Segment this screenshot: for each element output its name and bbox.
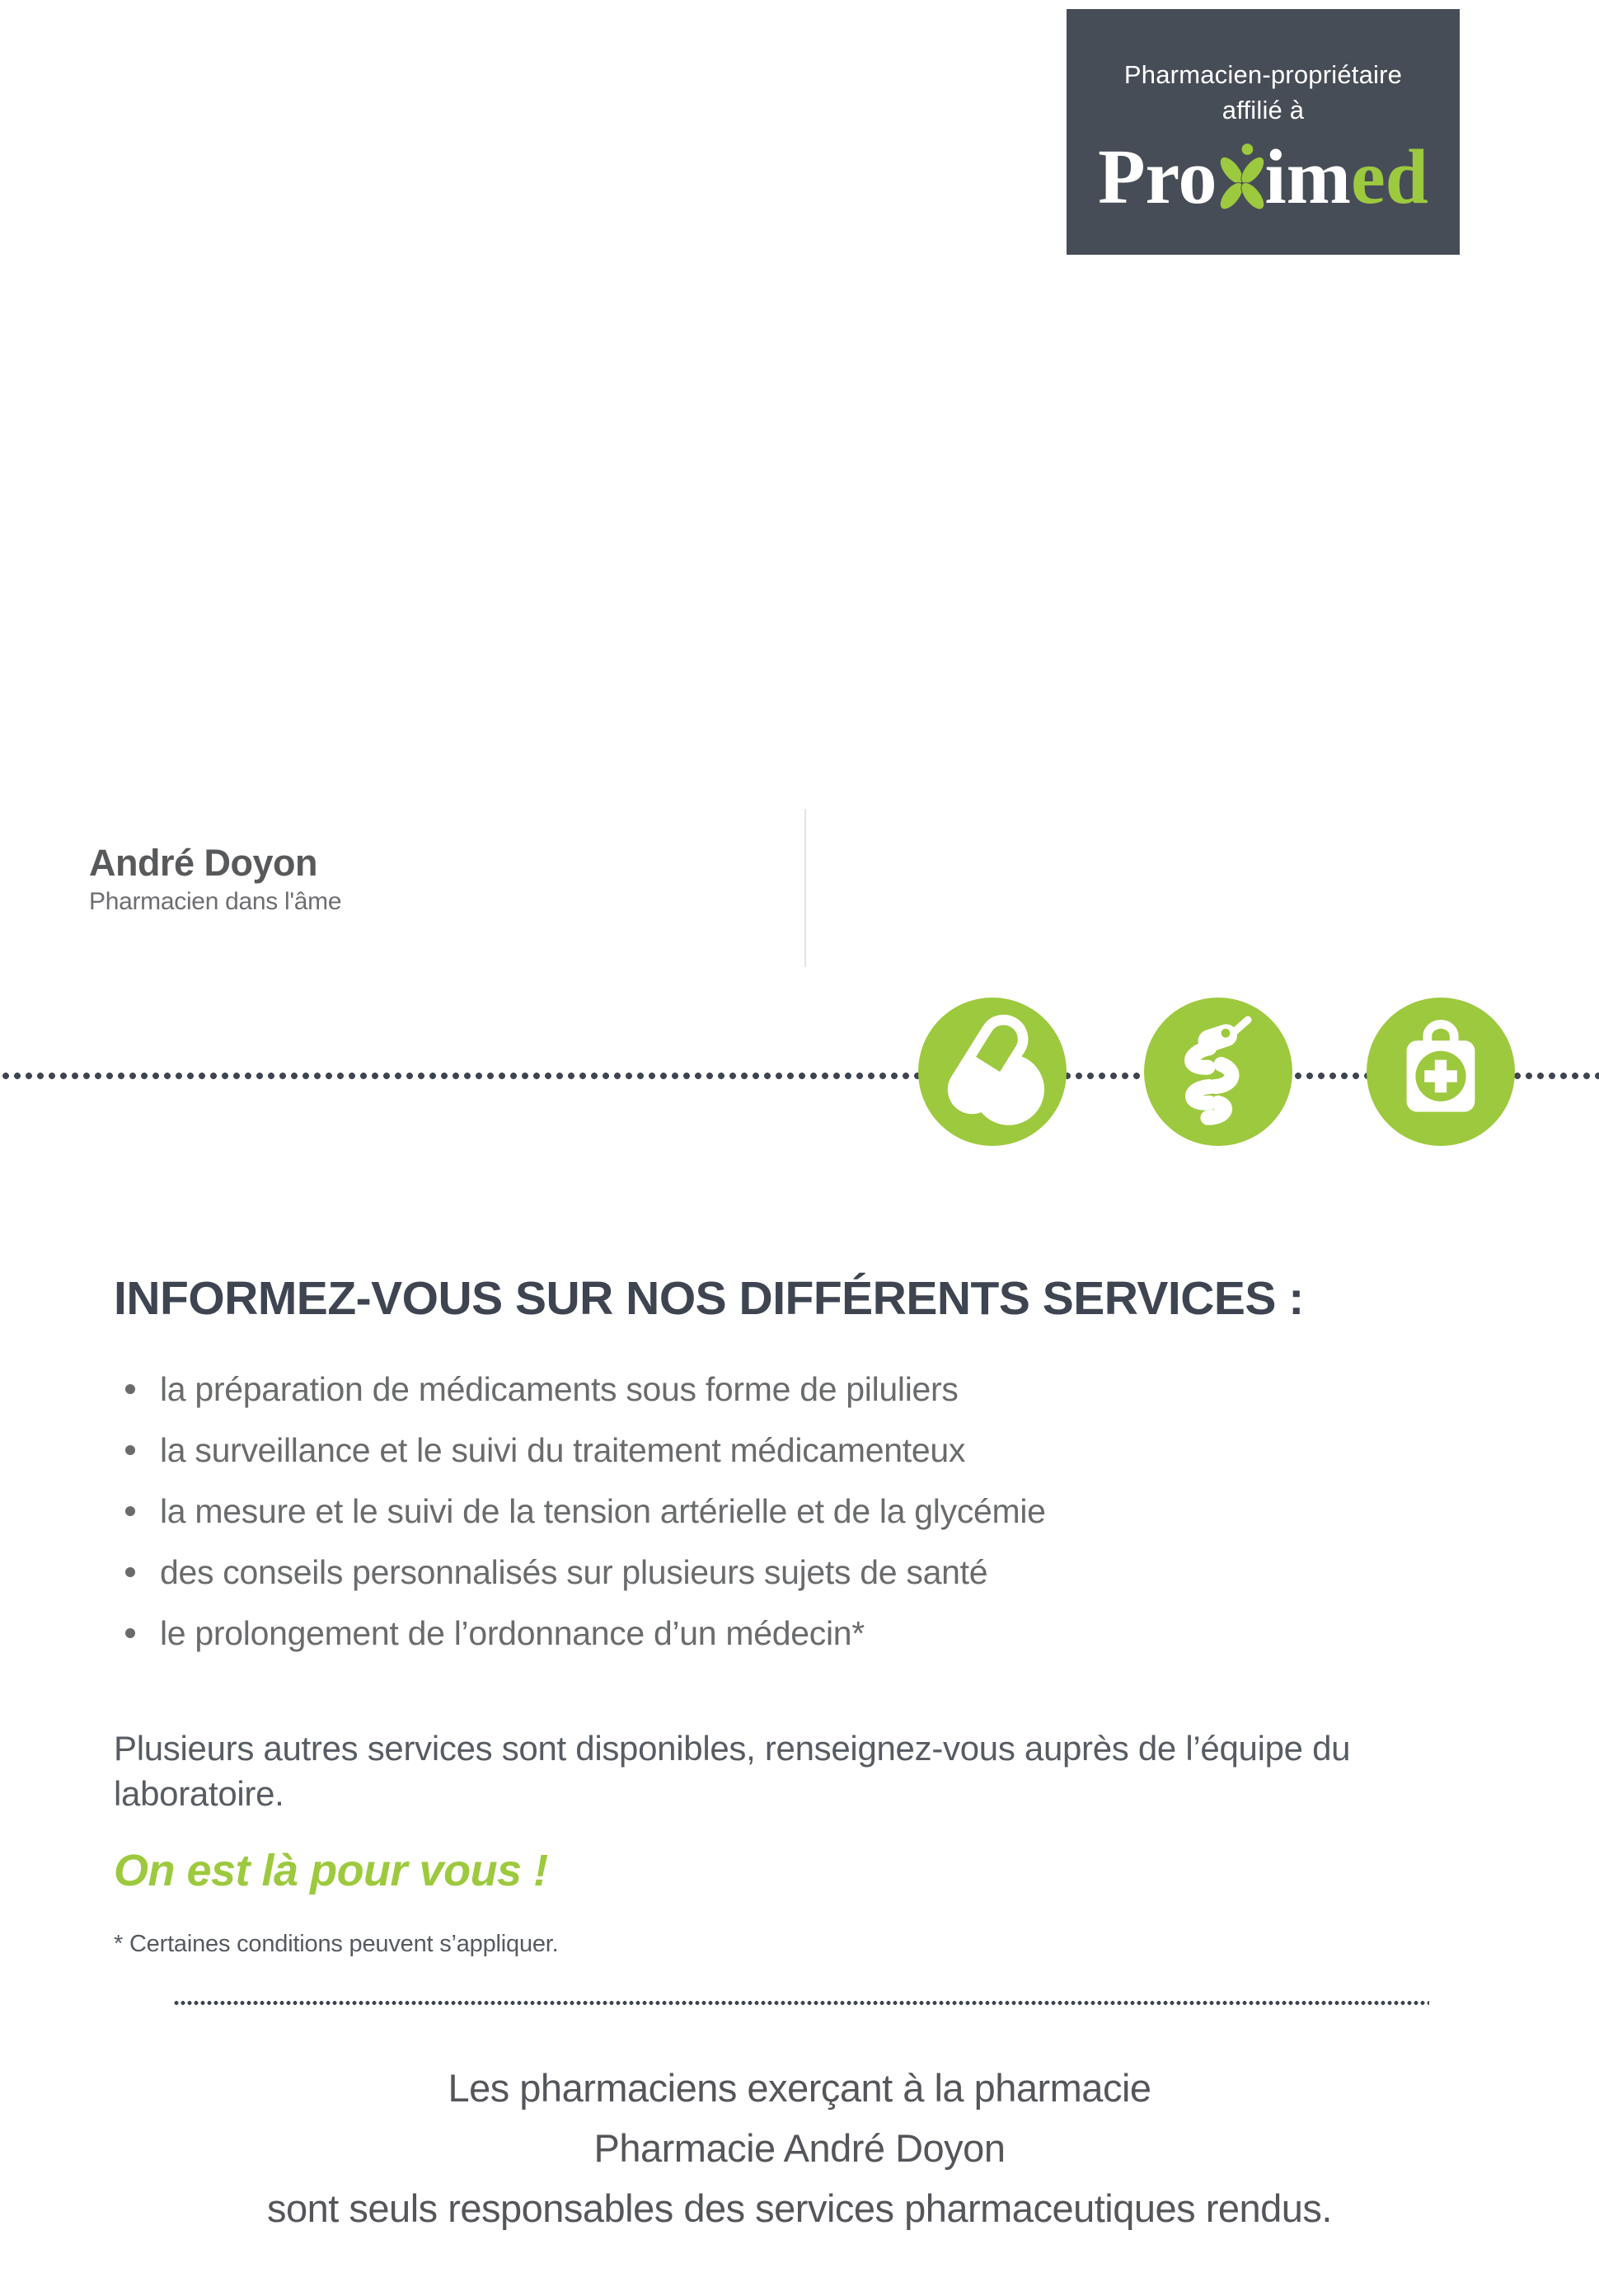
first-aid-kit-icon	[1367, 998, 1515, 1146]
person-block	[89, 843, 341, 917]
logo-text-im: im	[1264, 134, 1351, 220]
affiliation-line2: affilié à	[1222, 96, 1305, 124]
proximed-logo	[1067, 136, 1460, 222]
vertical-divider	[804, 809, 806, 967]
flower-x-icon	[1216, 141, 1268, 222]
services-list	[122, 1359, 1046, 1664]
person-name: André Doyon	[89, 842, 318, 884]
services-heading: INFORMEZ-VOUS SUR NOS DIFFÉRENTS SERVICES :	[114, 1272, 1304, 1325]
footer-line1: Les pharmaciens exerçant à la pharmacie	[448, 2066, 1151, 2110]
affiliation-box	[1067, 9, 1460, 255]
footer-line3: sont seuls responsables des services pharmaceutiques rendus.	[267, 2186, 1332, 2230]
pill-icon	[918, 998, 1067, 1146]
tagline: On est là pour vous !	[114, 1846, 548, 1895]
service-item: le prolongement de l’ordonnance d’un médecin*	[122, 1603, 1046, 1664]
footer-line2: Pharmacie André Doyon	[593, 2126, 1006, 2170]
service-item: la préparation de médicaments sous forme de piluliers	[122, 1359, 1046, 1420]
service-item: la surveillance et le suivi du traitement médicamenteux	[122, 1420, 1046, 1481]
service-item: la mesure et le suivi de la tension artérielle et de la glycémie	[122, 1481, 1046, 1542]
person-title: Pharmacien dans l'âme	[89, 888, 342, 915]
affiliation-line1: Pharmacien-propriétaire	[1123, 60, 1403, 89]
dotted-divider-top	[0, 1073, 1599, 1079]
footer-block	[0, 2058, 1599, 2238]
asclepius-icon	[1144, 998, 1292, 1146]
disclaimer-note: * Certaines conditions peuvent s’appliquer.	[114, 1931, 559, 1957]
services-note: Plusieurs autres services sont disponibles, renseignez-vous auprès de l’équipe du laboratoire.	[114, 1729, 1351, 1813]
service-item: des conseils personnalisés sur plusieurs sujets de santé	[122, 1542, 1046, 1603]
logo-text-ed: ed	[1350, 134, 1428, 220]
logo-text-pro: Pro	[1098, 134, 1217, 220]
dotted-divider-bottom	[173, 2001, 1429, 2005]
